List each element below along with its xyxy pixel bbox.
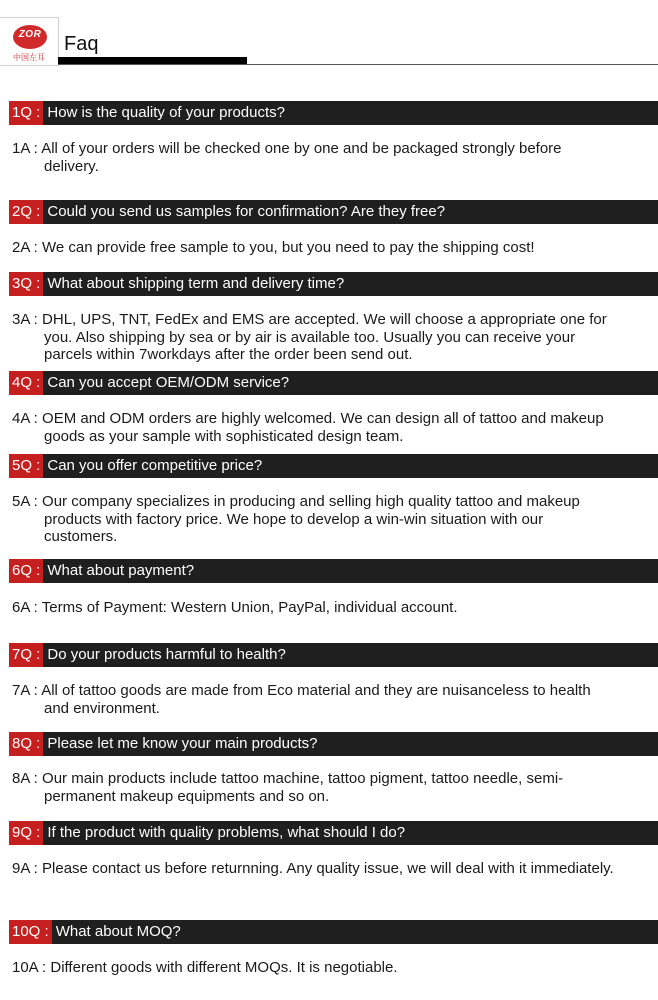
answer-number: 5A : — [12, 493, 38, 510]
answer-number: 9A : — [12, 860, 38, 877]
answer-text: Different goods with different MOQs. It is negotiable. — [50, 959, 398, 976]
faq-answer — [12, 311, 618, 364]
question-number: 1Q : — [9, 101, 43, 125]
question-text: How is the quality of your products? — [47, 104, 285, 121]
answer-number: 4A : — [12, 410, 38, 427]
question-text: What about shipping term and delivery time? — [47, 275, 345, 292]
header-divider — [58, 64, 658, 65]
question-number: 2Q : — [9, 200, 43, 224]
question-number: 10Q : — [9, 920, 52, 944]
answer-text: We can provide free sample to you, but you need to pay the shipping cost! — [42, 239, 535, 256]
logo-text: ZOR — [18, 29, 42, 40]
answer-number: 3A : — [12, 311, 38, 328]
answer-number: 6A : — [12, 599, 38, 616]
answer-text: DHL, UPS, TNT, FedEx and EMS are accepted. We will choose a appropriate one for you. Also shipping by sea or by air is available too. Usually you can receive your parcels within 7workdays after the order been send out. — [42, 311, 607, 363]
faq-question — [9, 643, 658, 667]
question-text: Could you send us samples for confirmation? Are they free? — [47, 203, 446, 220]
question-text: Can you accept OEM/ODM service? — [47, 374, 290, 391]
faq-answer — [12, 682, 618, 717]
faq-answer — [12, 140, 618, 175]
question-text: Please let me know your main products? — [47, 735, 318, 752]
question-text: If the product with quality problems, what should I do? — [47, 824, 406, 841]
faq-answer — [12, 770, 618, 805]
faq-question — [9, 371, 658, 395]
faq-answer — [12, 239, 618, 257]
faq-question — [9, 101, 658, 125]
question-number: 7Q : — [9, 643, 43, 667]
question-number: 5Q : — [9, 454, 43, 478]
question-number: 4Q : — [9, 371, 43, 395]
answer-text: All of tattoo goods are made from Eco material and they are nuisanceless to health and environment. — [41, 682, 591, 717]
faq-answer — [12, 599, 618, 617]
faq-question — [9, 272, 658, 296]
faq-question — [9, 454, 658, 478]
logo-subtext: 中国左耳 — [13, 53, 45, 62]
answer-number: 7A : — [12, 682, 38, 699]
faq-answer — [12, 959, 618, 977]
question-number: 8Q : — [9, 732, 43, 756]
answer-number: 2A : — [12, 239, 38, 256]
faq-answer — [12, 493, 618, 546]
question-text: Can you offer competitive price? — [47, 457, 263, 474]
faq-question — [9, 200, 658, 224]
answer-text: OEM and ODM orders are highly welcomed. We can design all of tattoo and makeup goods as your sample with sophisticated design team. — [42, 410, 604, 445]
logo-emblem — [13, 25, 47, 49]
answer-text: Please contact us before returnning. Any quality issue, we will deal with it immediately. — [42, 860, 614, 877]
page-header — [0, 0, 658, 66]
faq-answer — [12, 860, 618, 878]
question-text: What about payment? — [47, 562, 195, 579]
faq-question — [9, 559, 658, 583]
question-number: 6Q : — [9, 559, 43, 583]
brand-logo[interactable] — [0, 17, 59, 66]
answer-text: Our company specializes in producing and selling high quality tattoo and makeup products with factory price. We hope to develop a win-win situation with our customers. — [42, 493, 580, 545]
answer-number: 8A : — [12, 770, 38, 787]
faq-question — [9, 920, 658, 944]
question-text: What about MOQ? — [55, 923, 181, 940]
answer-text: Our main products include tattoo machine, tattoo pigment, tattoo needle, semi-permanent makeup equipments and so on. — [42, 770, 564, 805]
question-text: Do your products harmful to health? — [47, 646, 286, 663]
page-title: Faq — [64, 33, 99, 55]
answer-number: 1A : — [12, 140, 38, 157]
question-number: 3Q : — [9, 272, 43, 296]
answer-text: All of your orders will be checked one by one and be packaged strongly before delivery. — [41, 140, 562, 175]
faq-question — [9, 732, 658, 756]
faq-answer — [12, 410, 618, 445]
question-number: 9Q : — [9, 821, 43, 845]
answer-text: Terms of Payment: Western Union, PayPal, individual account. — [41, 599, 458, 616]
answer-number: 10A : — [12, 959, 47, 976]
faq-question — [9, 821, 658, 845]
